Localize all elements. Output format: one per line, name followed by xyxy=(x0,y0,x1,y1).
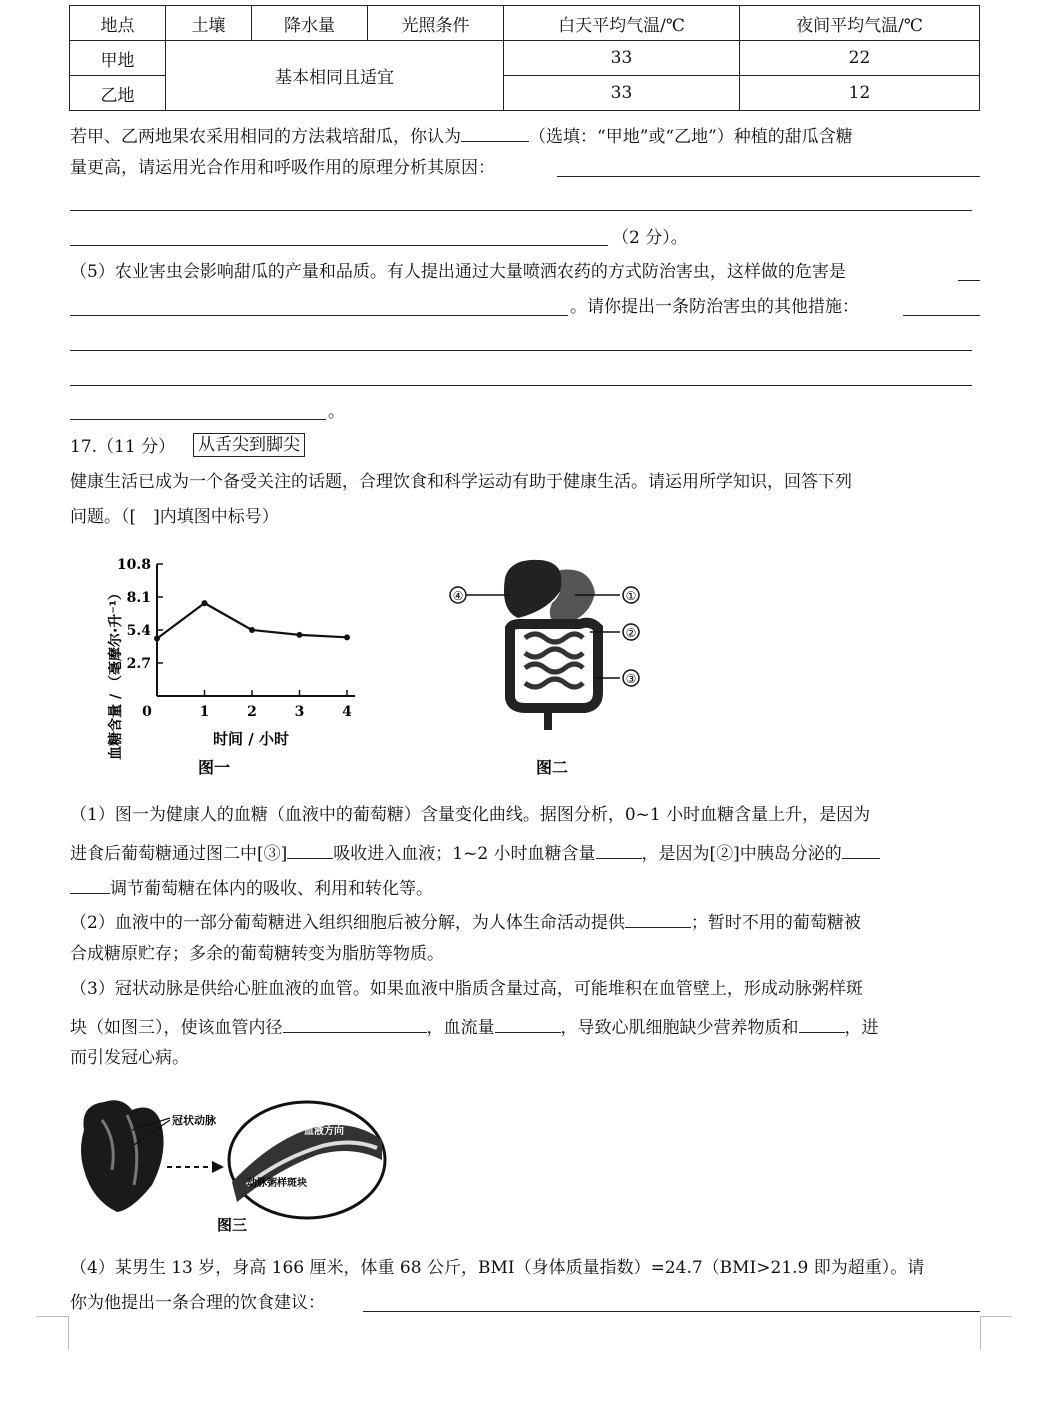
table-cell-day: 33 xyxy=(504,76,740,111)
table-cell-night: 12 xyxy=(740,76,980,111)
table-cell-place: 乙地 xyxy=(70,76,166,111)
answer-blank[interactable] xyxy=(70,875,110,894)
sub4-line1: （4）某男生 13 岁，身高 166 厘米，体重 68 公斤，BMI（身体质量指数）=24.7（BMI>21.9 即为超重）。请 xyxy=(70,1258,925,1278)
table-cell-place: 甲地 xyxy=(70,41,166,76)
answer-blank[interactable] xyxy=(495,1014,561,1033)
chart-ytick-label: 5.4 xyxy=(126,623,151,639)
table-header-rain: 降水量 xyxy=(252,6,368,41)
sub1-line3: 调节葡萄糖在体内的吸收、利用和转化等。 xyxy=(70,875,433,899)
answer-blank[interactable] xyxy=(70,210,972,211)
table-header-light: 光照条件 xyxy=(368,6,504,41)
fig2-label-3: ③ xyxy=(625,672,637,686)
chart-xtick-label: 0 xyxy=(142,704,152,720)
answer-blank[interactable] xyxy=(903,315,980,316)
answer-blank[interactable] xyxy=(70,245,608,246)
q17-intro-2: 问题。（[ ]内填图中标号） xyxy=(70,507,279,527)
answer-blank[interactable] xyxy=(799,1014,845,1033)
q17-intro-1: 健康生活已成为一个备受关注的话题，合理饮食和科学运动有助于健康生活。请运用所学知识，回答下列 xyxy=(70,472,852,492)
sub1-line2: 进食后葡萄糖通过图二中[③] 吸收进入血液；1~2 小时血糖含量 ，是因为[②]中胰岛分泌的 xyxy=(70,840,880,864)
chart-xtick-label: 2 xyxy=(247,704,257,720)
fig1-chart xyxy=(80,548,380,780)
sub1-line1: （1）图一为健康人的血糖（血液中的葡萄糖）含量变化曲线。据图分析，0~1 小时血糖含量上升，是因为 xyxy=(70,805,871,825)
answer-blank[interactable] xyxy=(461,123,529,142)
answer-blank[interactable] xyxy=(625,909,691,928)
crop-mark xyxy=(980,1316,981,1350)
chart-point xyxy=(202,600,208,606)
fig3-label-plaque: 动脉粥样斑块 xyxy=(247,1178,307,1189)
chart-point xyxy=(249,627,255,633)
climate-table xyxy=(69,5,980,111)
table-header-night-temp: 夜间平均气温/℃ xyxy=(740,6,980,41)
artery-cross-section xyxy=(229,1102,385,1218)
heart-drawing xyxy=(81,1100,164,1212)
chart-point xyxy=(344,634,350,640)
chart-ylabel: 血糖含量 / （毫摩尔·升⁻¹） xyxy=(108,586,124,760)
answer-blank[interactable] xyxy=(283,1014,427,1033)
crop-mark xyxy=(36,1316,68,1317)
table-cell-merged: 基本相同且适宜 xyxy=(166,41,504,111)
q4-score: （2 分）。 xyxy=(612,228,688,248)
answer-blank[interactable] xyxy=(557,176,980,177)
table-header-day-temp: 白天平均气温/℃ xyxy=(504,6,740,41)
fig3-label-flow: 血液方向 xyxy=(304,1126,344,1137)
table-cell-day: 33 xyxy=(504,41,740,76)
crop-mark xyxy=(68,1316,69,1350)
q5-end: 。 xyxy=(328,402,345,422)
sub2-line2: 合成糖原贮存；多余的葡萄糖转变为脂肪等物质。 xyxy=(70,944,444,964)
chart-ytick-label: 8.1 xyxy=(126,590,151,606)
answer-blank[interactable] xyxy=(287,840,333,859)
chart-xtick-label: 3 xyxy=(294,704,305,720)
q17-number: 17.（11 分） xyxy=(70,437,176,457)
sub3-line3: 而引发冠心病。 xyxy=(70,1048,189,1068)
q5-line1: （5）农业害虫会影响甜瓜的产量和品质。有人提出通过大量喷洒农药的方式防治害虫，这样做的危害是 xyxy=(70,262,846,282)
fig3-caption: 图三 xyxy=(216,1216,248,1234)
q4-line2: 量更高，请运用光合作用和呼吸作用的原理分析其原因： xyxy=(70,158,495,178)
fig3-heart-artery xyxy=(72,1090,392,1240)
chart-ytick-label: 10.8 xyxy=(116,557,151,573)
fig3-label-artery: 冠状动脉 xyxy=(172,1114,216,1127)
answer-blank[interactable] xyxy=(70,385,972,386)
fig2-digestive-system xyxy=(440,548,660,780)
fig2-label-4: ④ xyxy=(452,589,464,603)
chart-point xyxy=(297,632,303,638)
q5-line2: 。请你提出一条防治害虫的其他措施： xyxy=(570,297,859,317)
answer-blank[interactable] xyxy=(363,1311,980,1312)
chart-xlabel: 时间 / 小时 xyxy=(213,730,289,748)
answer-blank[interactable] xyxy=(70,419,326,420)
chart-title: 图一 xyxy=(197,758,231,777)
answer-blank[interactable] xyxy=(958,280,980,281)
q4-line1: 若甲、乙两地果农采用相同的方法栽培甜瓜，你认为 （选填：“甲地”或“乙地”）种植的甜瓜含糖 xyxy=(70,123,853,147)
sub4-line2: 你为他提出一条合理的饮食建议： xyxy=(70,1293,325,1313)
chart-line xyxy=(154,600,350,641)
q17-title: 从舌尖到脚尖 xyxy=(193,433,305,457)
chart-point xyxy=(154,636,160,642)
answer-blank[interactable] xyxy=(596,840,642,859)
chart-ytick-label: 2.7 xyxy=(126,656,151,672)
answer-blank[interactable] xyxy=(842,840,880,859)
sub3-line2: 块（如图三），使该血管内径 ，血流量 ，导致心肌细胞缺少营养物质和 ，进 xyxy=(70,1014,879,1038)
chart-series-line xyxy=(157,603,347,638)
digestive-organs-drawing xyxy=(504,560,598,730)
chart-xtick-label: 1 xyxy=(199,704,210,720)
table-header-place: 地点 xyxy=(70,6,166,41)
table-cell-night: 22 xyxy=(740,41,980,76)
sub2-line1: （2）血液中的一部分葡萄糖进入组织细胞后被分解，为人体生命活动提供 ；暂时不用的葡萄糖被 xyxy=(70,909,861,933)
sub3-line1: （3）冠状动脉是供给心脏血液的血管。如果血液中脂质含量过高，可能堆积在血管壁上，形成动脉粥样斑 xyxy=(70,979,863,999)
answer-blank[interactable] xyxy=(70,350,972,351)
fig2-label-1: ① xyxy=(625,589,637,603)
fig2-caption: 图二 xyxy=(535,758,569,777)
answer-blank[interactable] xyxy=(70,315,568,316)
chart-xtick-label: 4 xyxy=(342,704,352,720)
crop-mark xyxy=(980,1316,1012,1317)
fig2-label-2: ② xyxy=(625,626,637,640)
table-header-soil: 土壤 xyxy=(166,6,252,41)
